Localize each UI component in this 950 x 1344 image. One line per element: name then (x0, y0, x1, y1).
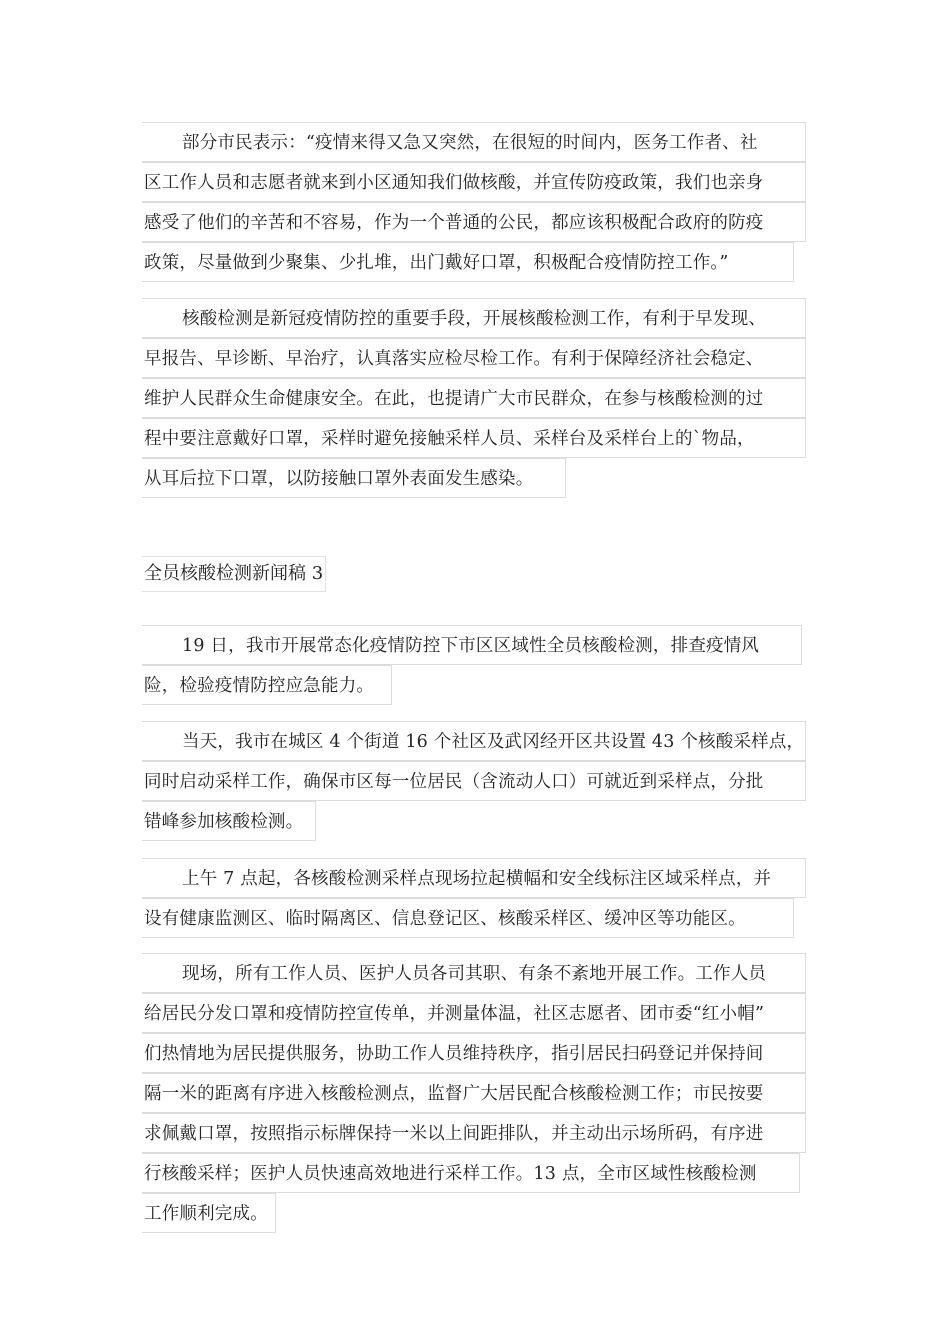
text-line: 求佩戴口罩，按照指示标牌保持一米以上间距排队，并主动出示场所码，有序进 (142, 1113, 806, 1153)
text-line: 感受了他们的辛苦和不容易，作为一个普通的公民，都应该积极配合政府的防疫 (142, 202, 806, 242)
text-line: 们热情地为居民提供服务，协助工作人员维持秩序，指引居民扫码登记并保持间 (142, 1033, 806, 1073)
text-line: 维护人民群众生命健康安全。在此，也提请广大市民群众，在参与核酸检测的过 (142, 378, 806, 418)
text-line: 核酸检测是新冠疫情防控的重要手段，开展核酸检测工作，有利于早发现、 (142, 298, 806, 338)
text-line: 同时启动采样工作，确保市区每一位居民（含流动人口）可就近到采样点，分批 (142, 761, 806, 801)
text-line: 上午 7 点起，各核酸检测采样点现场拉起横幅和安全线标注区域采样点，并 (142, 858, 806, 898)
text-line: 政策，尽量做到少聚集、少扎堆，出门戴好口罩，积极配合疫情防控工作。” (142, 242, 794, 282)
text-line: 早报告、早诊断、早治疗，认真落实应检尽检工作。有利于保障经济社会稳定、 (142, 338, 806, 378)
text-line: 部分市民表示：“疫情来得又急又突然，在很短的时间内，医务工作者、社 (142, 122, 806, 162)
text-line: 行核酸采样；医护人员快速高效地进行采样工作。13 点，全市区域性核酸检测 (142, 1153, 800, 1193)
text-line: 险，检验疫情防控应急能力。 (142, 665, 392, 705)
text-line: 当天，我市在城区 4 个街道 16 个社区及武冈经开区共设置 43 个核酸采样点， (142, 721, 806, 761)
section-heading: 全员核酸检测新闻稿 3 (142, 556, 326, 592)
text-line: 19 日，我市开展常态化疫情防控下市区区域性全员核酸检测，排查疫情风 (142, 625, 802, 665)
text-line: 现场，所有工作人员、医护人员各司其职、有条不紊地开展工作。工作人员 (142, 953, 806, 993)
text-line: 隔一米的距离有序进入核酸检测点，监督广大居民配合核酸检测工作；市民按要 (142, 1073, 806, 1113)
text-line: 错峰参加核酸检测。 (142, 801, 316, 841)
text-line: 从耳后拉下口罩，以防接触口罩外表面发生感染。 (142, 458, 566, 498)
text-line: 区工作人员和志愿者就来到小区通知我们做核酸，并宣传防疫政策，我们也亲身 (142, 162, 806, 202)
text-line: 程中要注意戴好口罩，采样时避免接触采样人员、采样台及采样台上的`物品， (142, 418, 806, 458)
text-line: 给居民分发口罩和疫情防控宣传单，并测量体温，社区志愿者、团市委“红小帽” (142, 993, 806, 1033)
text-line: 工作顺利完成。 (142, 1193, 276, 1233)
text-line: 设有健康监测区、临时隔离区、信息登记区、核酸采样区、缓冲区等功能区。 (142, 898, 794, 938)
